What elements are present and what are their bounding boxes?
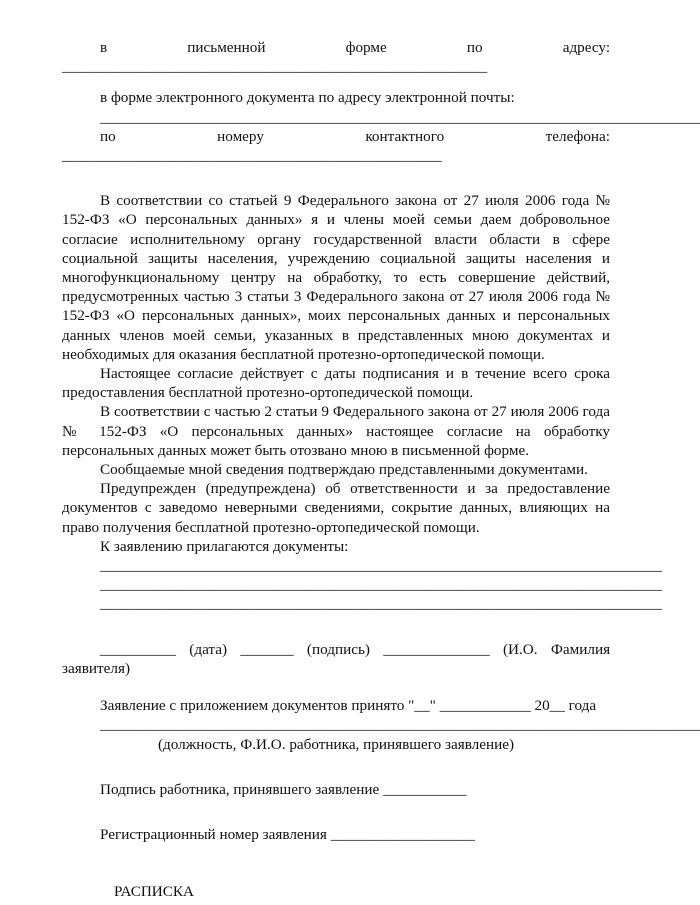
accepted-blank: _______________________________________________________________________________ — [100, 716, 700, 734]
receipt-heading: РАСПИСКА — [114, 883, 195, 901]
signature-blank: _______ — [240, 640, 294, 658]
word: номеру — [217, 127, 264, 145]
postal-address-blank: ________________________________________________________ — [62, 58, 488, 76]
date-caption: (дата) — [189, 640, 228, 658]
applicant-caption-tail: заявителя) — [62, 659, 131, 677]
name-caption-surname: Фамилия — [550, 640, 611, 658]
liability-paragraph: Предупрежден (предупреждена) об ответственности и за предоставление документов с заведомо неверными сведениями, сокрытие данных, влияющих на право получения бесплатной протезно-ортопедической помощи. — [62, 480, 610, 536]
registration-number-line: Регистрационный номер заявления ___________________ — [100, 825, 475, 843]
attachment-line: __________________________________________________________________________ — [100, 557, 662, 575]
confirmation-paragraph: Сообщаемые мной сведения подтверждаю представленными документами. — [100, 461, 588, 479]
attachment-line: __________________________________________________________________________ — [100, 595, 662, 613]
name-caption-initials: (И.О. — [502, 640, 538, 658]
attachment-line: __________________________________________________________________________ — [100, 576, 662, 594]
email-line-label: в форме электронного документа по адресу электронной почты: — [100, 89, 515, 107]
consent-paragraph: В соответствии со статьей 9 Федерального закона от 27 июля 2006 года № 152-ФЗ «О персональных данных» я и члены моей семьи даем добровольное согласие исполнительному органу государственной власти области в сфере социальной защиты населения, учреждению социальной защиты населения и многофункциональному центру на обработку, то есть совершение действий, предусмотренных частью 3 статьи 3 Федерального закона от 27 июля 2006 года № 152-ФЗ «О персональных данных», моих персональных данных и персональных данных членов моей семьи, указанных в представленных мною документах и необходимых для оказания бесплатной протезно-ортопедической помощи. — [62, 192, 610, 363]
phone-line — [62, 127, 610, 146]
date-blank: __________ — [100, 640, 176, 658]
employee-signature-line: Подпись работника, принявшего заявление ___________ — [100, 780, 467, 798]
accepted-note: (должность, Ф.И.О. работника, принявшего заявление) — [157, 735, 515, 753]
word: контактного — [365, 127, 445, 145]
accepted-line: Заявление с приложением документов принято "__" ____________ 20__ года — [100, 697, 597, 715]
attachments-label: К заявлению прилагаются документы: — [100, 537, 349, 555]
application-form-page — [62, 38, 700, 901]
word: по — [466, 39, 483, 56]
word: письменной — [187, 39, 266, 56]
word: адресу: — [562, 39, 611, 56]
revocation-paragraph: В соответствии с частью 2 статьи 9 Федерального закона от 27 июля 2006 года № 152-ФЗ «О персональных данных» настоящее согласие на обработку персональных данных может быть отозвано мною в письменной форме. — [62, 403, 610, 459]
applicant-signature-line — [62, 640, 610, 659]
email-blank: _______________________________________________________________________________ — [100, 108, 700, 126]
word: телефона: — [545, 127, 611, 145]
validity-paragraph: Настоящее согласие действует с даты подписания и в течение всего срока предоставления бесплатной протезно-ортопедической помощи. — [62, 365, 610, 402]
name-blank: ______________ — [383, 640, 490, 658]
word: форме — [345, 39, 387, 56]
postal-address-line — [62, 38, 610, 57]
phone-blank: __________________________________________________ — [62, 147, 442, 165]
word: по — [100, 127, 116, 145]
word: в — [100, 39, 108, 56]
signature-caption: (подпись) — [306, 640, 370, 658]
